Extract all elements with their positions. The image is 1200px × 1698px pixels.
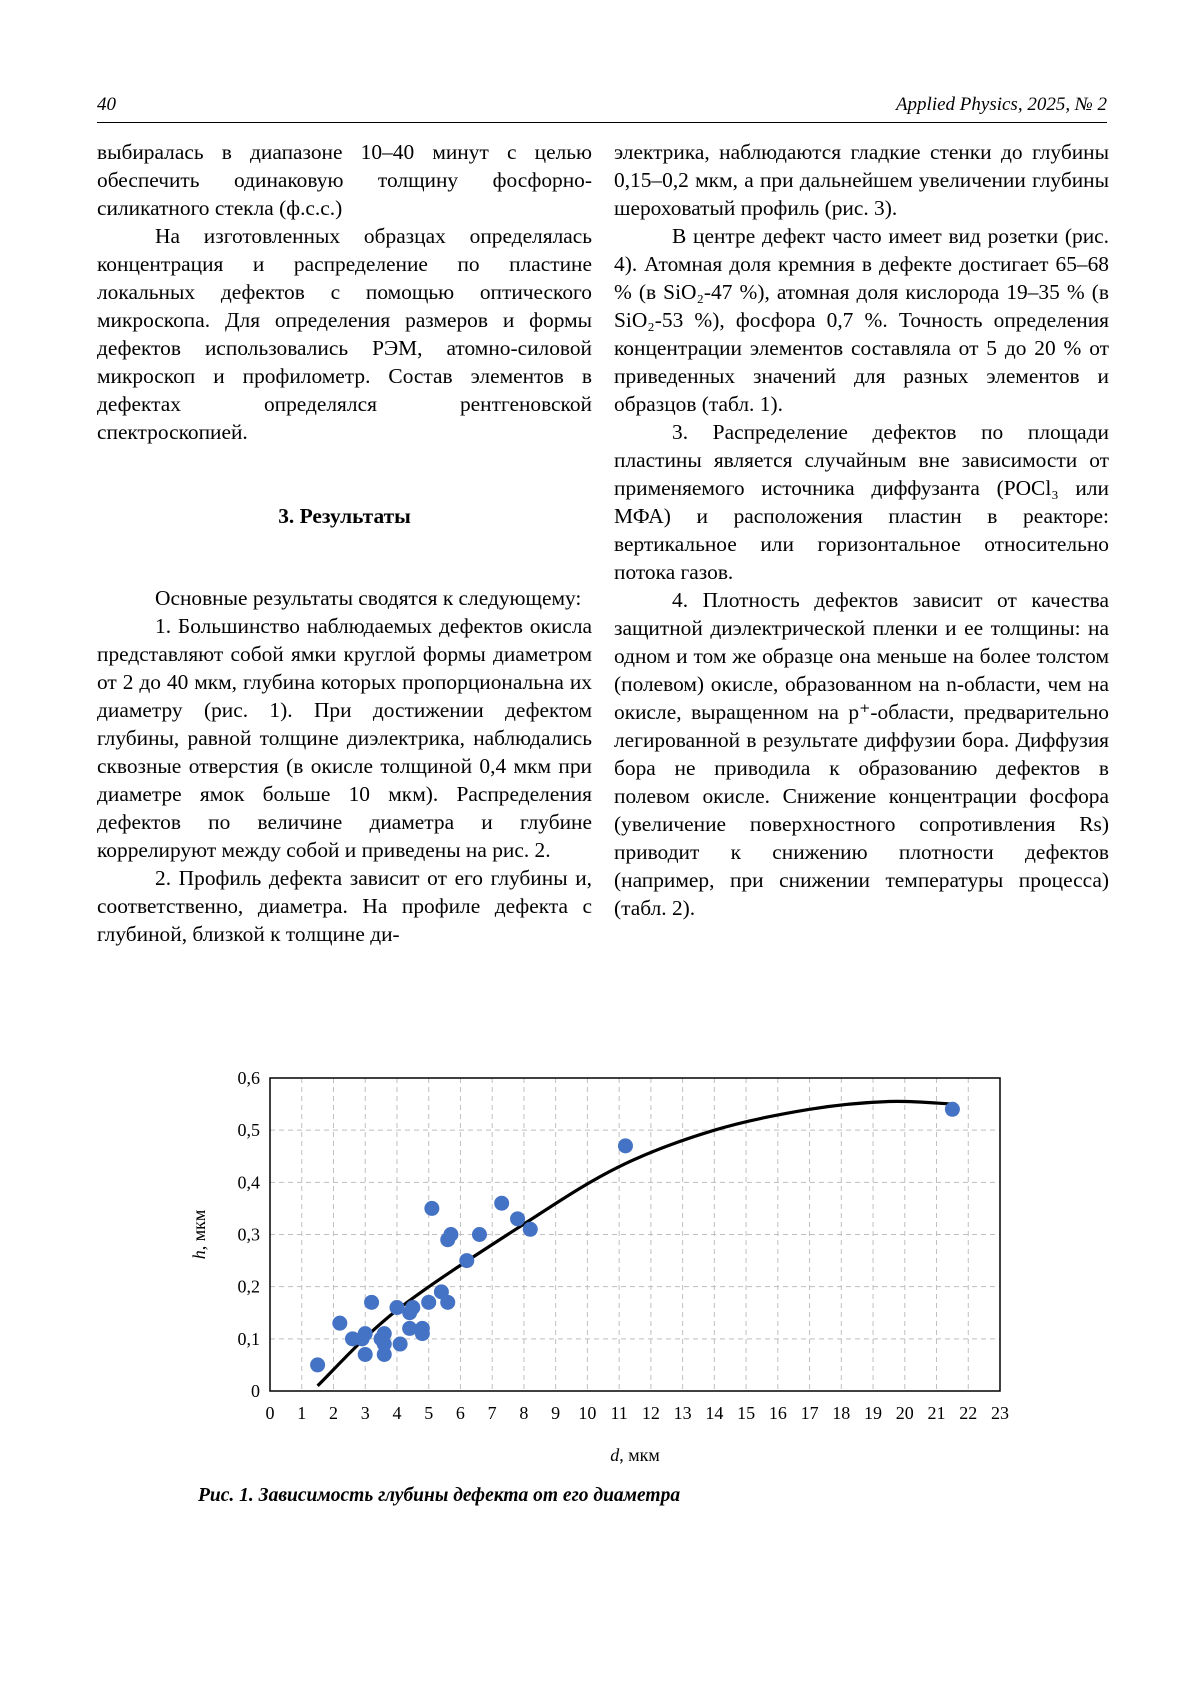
x-tick-label: 15	[737, 1403, 756, 1423]
paragraph: выбиралась в диапазоне 10–40 минут с целью обеспечить одинаковую толщину фосфорно-силикатного стекла (ф.с.с.)	[97, 140, 592, 220]
x-tick-label: 9	[551, 1403, 561, 1423]
scatter-chart	[0, 1060, 1200, 1480]
list-item: 3. Распределение дефектов по площади пластины является случайным вне зависимости от применяемого источника диффузанта (POCl₃ или МФА) и расположения пластин в реакторе: вертикальное или горизонтальное относительно потока газов.	[614, 420, 1109, 584]
y-tick-label: 0,6	[237, 1068, 260, 1088]
x-tick-label: 6	[455, 1403, 465, 1423]
x-tick-label: 23	[991, 1403, 1009, 1423]
x-tick-label: 13	[673, 1403, 692, 1423]
x-tick-label: 14	[705, 1403, 724, 1423]
running-header	[97, 92, 1107, 123]
figure-caption: Рис. 1. Зависимость глубины дефекта от его диаметра	[198, 1485, 681, 1506]
section-title: 3. Результаты	[278, 504, 411, 528]
data-point	[377, 1337, 392, 1352]
data-point	[421, 1295, 436, 1310]
data-point	[472, 1227, 487, 1242]
x-tick-label: 7	[487, 1403, 497, 1423]
data-point	[443, 1227, 458, 1242]
list-item: 4. Плотность дефектов зависит от качества защитной диэлектрической пленки и ее толщины: на одном и том же образце она меньше на более толстом (полевом) окисле, образованном на n-области, чем на окисле, выращенном на p⁺-области, предварительно легированной в результате диффузии бора. Диффузия бора не приводила к образованию дефектов в полевом окисле. Снижение концентрации фосфора (увеличение поверхностного сопротивления Rs) приводит к снижению плотности дефектов (например, при снижении температуры процесса) (табл. 2).	[614, 588, 1109, 920]
data-point	[364, 1295, 379, 1310]
y-tick-label: 0	[251, 1381, 260, 1401]
paragraph: В центре дефект часто имеет вид розетки (рис. 4). Атомная доля кремния в дефекте достигает 65–68 % (в SiO₂-47 %), атомная доля кислорода 19–35 % (в SiO₂-53 %), фосфора 0,7 %. Точность определения концентрации элементов составляла от 5 до 20 % от приведенных значений для разных элементов и образцов (табл. 1).	[614, 224, 1109, 416]
x-tick-label: 20	[895, 1403, 914, 1423]
x-tick-label: 4	[392, 1403, 402, 1423]
data-point	[618, 1138, 633, 1153]
data-point	[393, 1337, 408, 1352]
x-tick-label: 5	[424, 1403, 434, 1423]
data-point	[440, 1295, 455, 1310]
page-number: 40	[97, 94, 116, 115]
paragraph: электрика, наблюдаются гладкие стенки до глубины 0,15–0,2 мкм, а при дальнейшем увеличении глубины шероховатый профиль (рис. 3).	[614, 140, 1109, 220]
y-tick-label: 0,4	[237, 1172, 260, 1193]
x-tick-label: 3	[360, 1403, 370, 1423]
y-tick-label: 0,1	[237, 1328, 260, 1349]
y-tick-label: 0,3	[237, 1224, 260, 1245]
x-tick-label: 19	[864, 1403, 883, 1423]
paragraph: На изготовленных образцах определялась концентрация и распределение по пластине локальных дефектов с помощью оптического микроскопа. Для определения размеров и формы дефектов использовались РЭМ, атомно-силовой микроскоп и профилометр. Состав элементов в дефектах определялся рентгеновской спектроскопией.	[97, 224, 592, 444]
figure-1	[0, 1060, 1200, 1530]
x-tick-label: 8	[519, 1403, 529, 1423]
data-point	[415, 1321, 430, 1336]
paragraph: Основные результаты сводятся к следующему:	[155, 586, 582, 610]
data-point	[459, 1253, 474, 1268]
y-axis-label: h, мкм	[189, 1209, 209, 1260]
journal-name: Applied Physics, 2025, № 2	[895, 94, 1107, 115]
y-tick-label: 0,2	[237, 1276, 260, 1297]
x-tick-label: 22	[959, 1403, 978, 1423]
data-point	[332, 1316, 347, 1331]
y-tick-label: 0,5	[237, 1120, 260, 1141]
data-point	[945, 1102, 960, 1117]
list-item: 2. Профиль дефекта зависит от его глубины и, соответственно, диаметра. На профиле дефекта с глубиной, близкой к толщине ди-	[97, 866, 592, 946]
list-item: 1. Большинство наблюдаемых дефектов окисла представляют собой ямки круглой формы диаметром от 2 до 40 мкм, глубина которых пропорциональна их диаметру (рис. 1). При достижении дефектом глубины, равной толщине диэлектрика, наблюдались сквозные отверстия (в окисле толщиной 0,4 мкм при диаметре ямок больше 10 мкм). Распределения дефектов по величине диаметра и глубине коррелируют между собой и приведены на рис. 2.	[97, 614, 592, 862]
x-tick-label: 11	[610, 1403, 628, 1423]
x-tick-label: 16	[768, 1403, 787, 1423]
data-point	[358, 1326, 373, 1341]
data-point	[523, 1222, 538, 1237]
x-tick-label: 21	[927, 1403, 946, 1423]
x-tick-label: 17	[800, 1403, 819, 1423]
data-point	[510, 1211, 525, 1226]
trendline	[318, 1101, 953, 1385]
right-column	[614, 138, 1109, 922]
x-tick-label: 18	[832, 1403, 851, 1423]
data-point	[310, 1357, 325, 1372]
x-tick-label: 1	[297, 1403, 307, 1423]
data-point	[358, 1347, 373, 1362]
left-column	[97, 138, 592, 948]
data-point	[494, 1196, 509, 1211]
x-tick-label: 10	[578, 1403, 597, 1423]
x-tick-label: 12	[641, 1403, 660, 1423]
data-point	[405, 1300, 420, 1315]
x-tick-label: 2	[328, 1403, 338, 1423]
x-tick-label: 0	[265, 1403, 275, 1423]
x-axis-label: d, мкм	[610, 1445, 660, 1465]
data-point	[424, 1201, 439, 1216]
